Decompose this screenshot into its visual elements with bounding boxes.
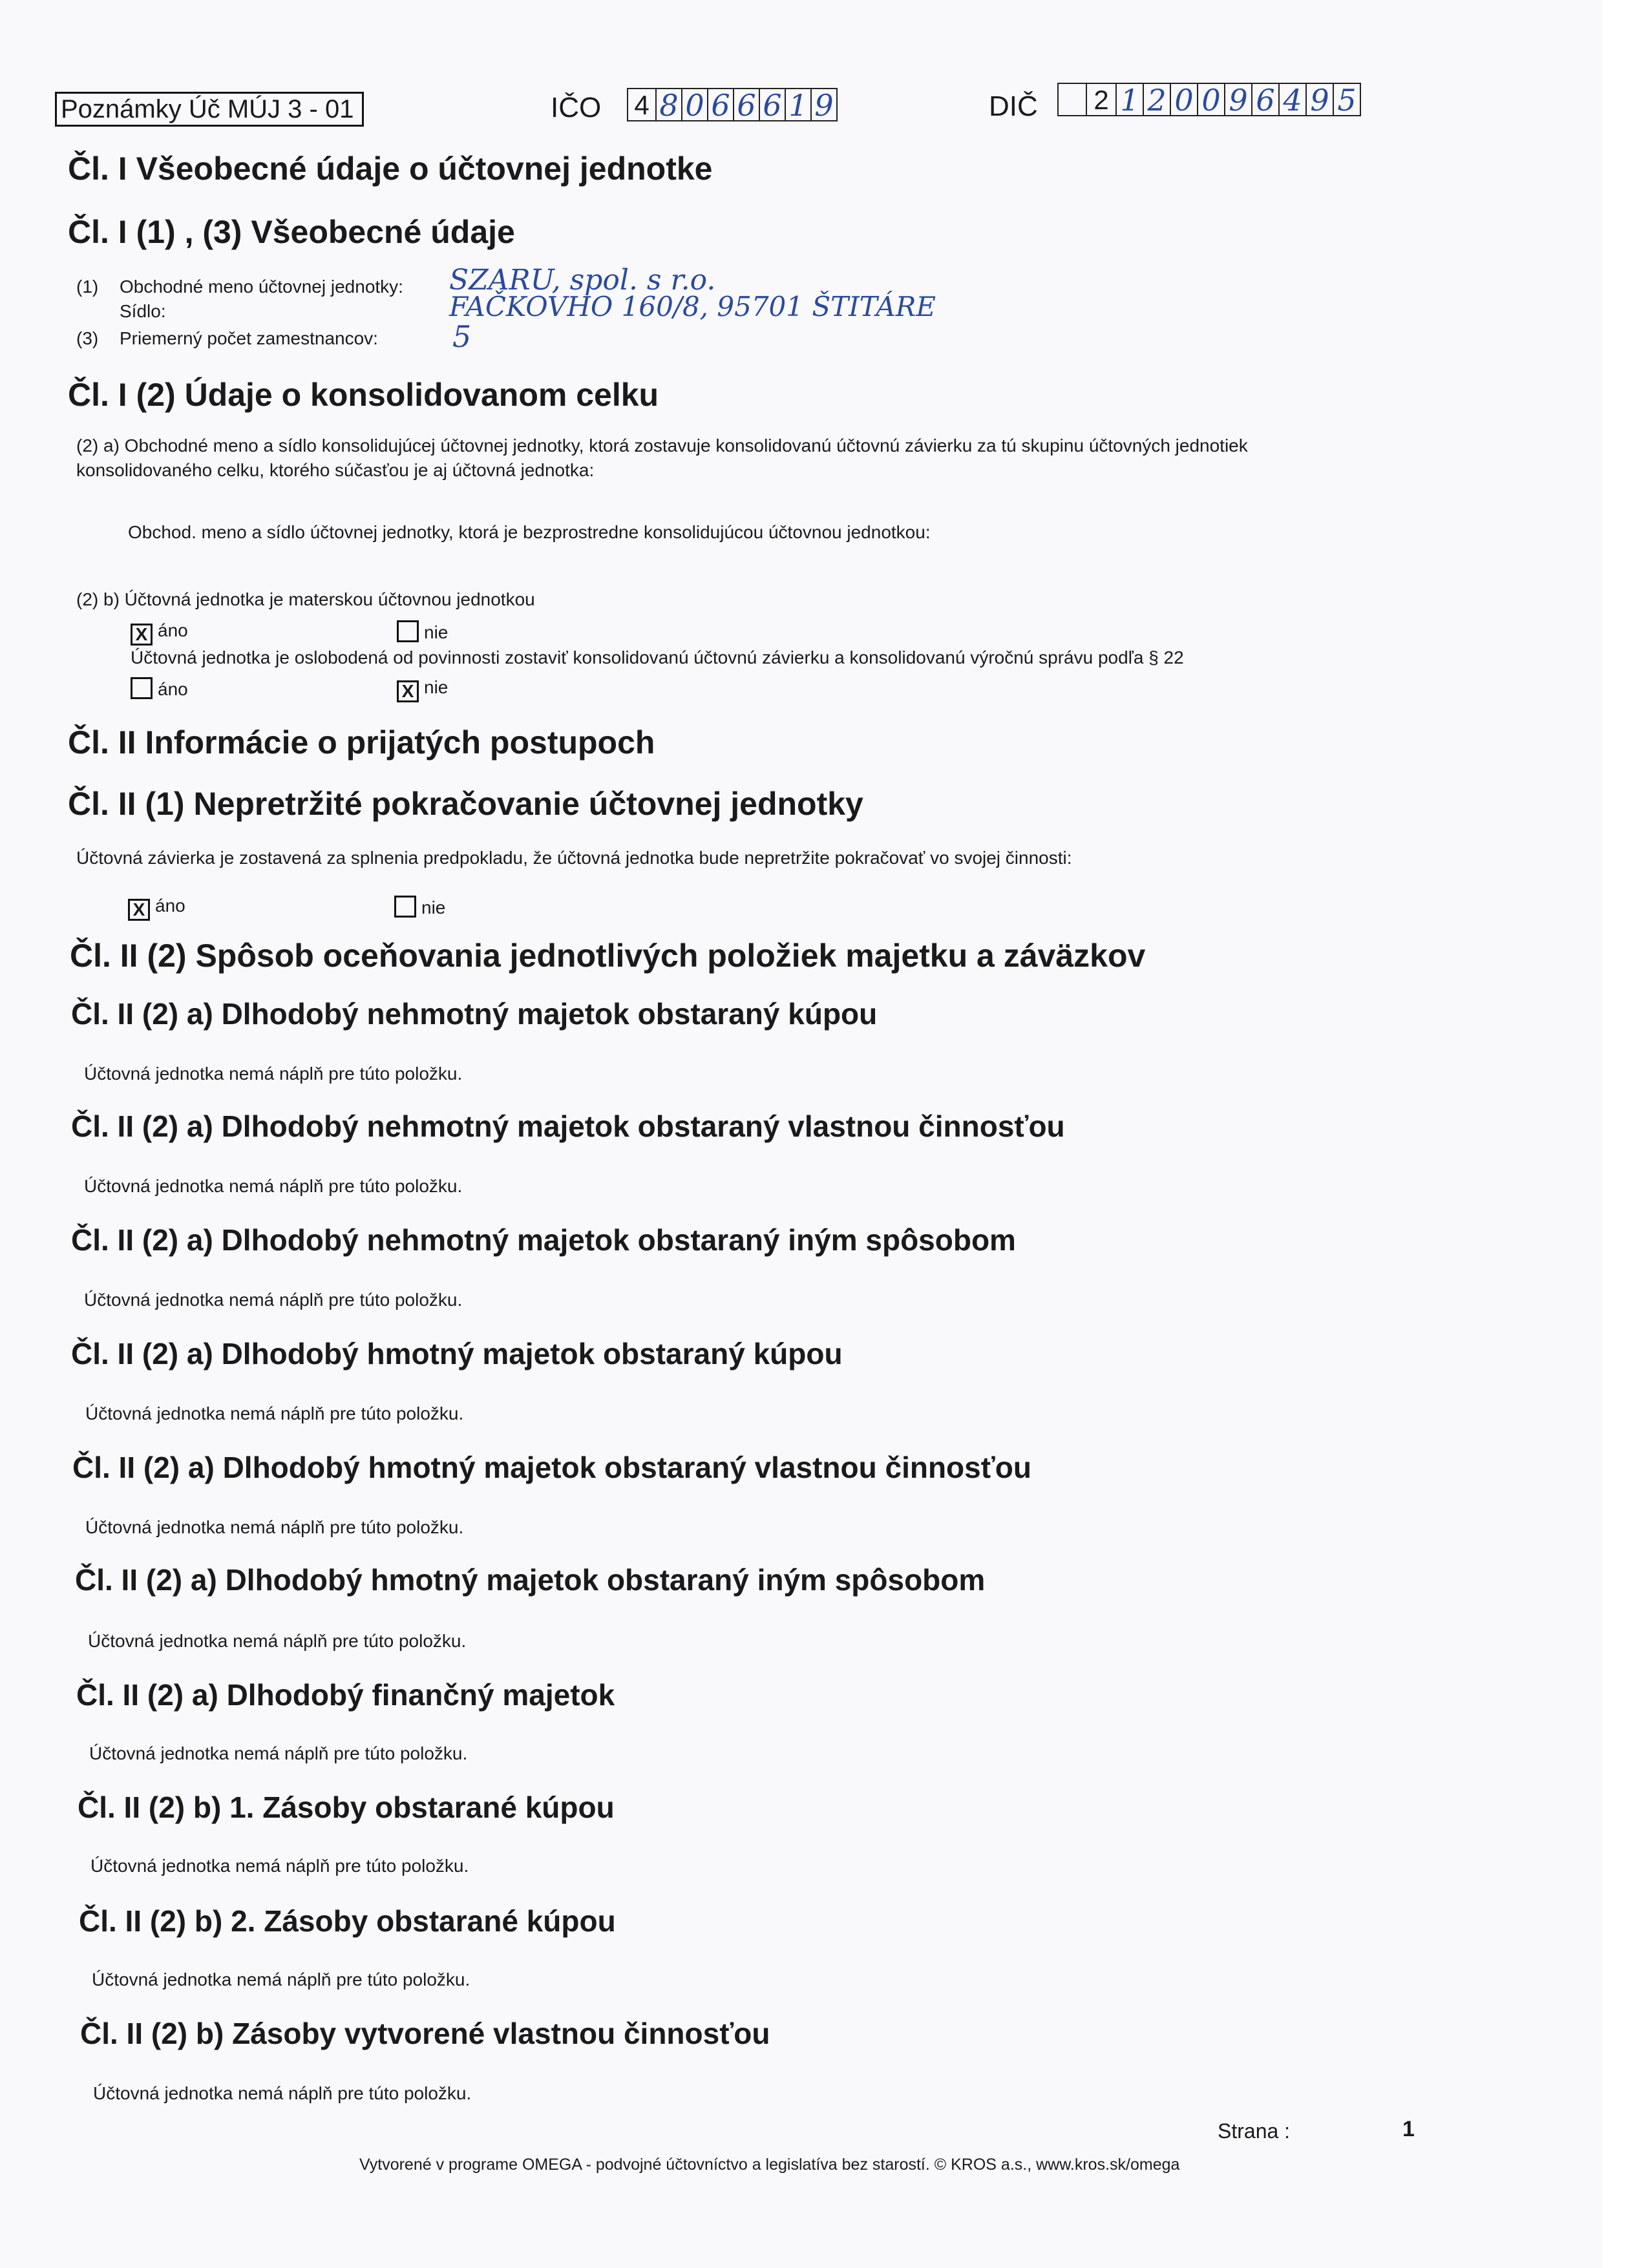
- page-number: 1: [1402, 2117, 1415, 2141]
- exemption-question: Účtovná jednotka je oslobodená od povinnosti zostaviť konsolidovanú účtovnú závierku a konsolidovanú výročnú správu podľa § 22: [131, 647, 1184, 667]
- item-note: Účtovná jednotka nemá náplň pre túto položku.: [85, 1517, 464, 1537]
- item-note: Účtovná jednotka nemá náplň pre túto položku.: [85, 1403, 464, 1423]
- checkbox-checked-icon[interactable]: X: [128, 899, 150, 921]
- ico-hand-digit: 1: [788, 88, 808, 123]
- dic-hand-digit: 0: [1174, 83, 1194, 118]
- consolidation-paragraph-line2: konsolidovaného celku, ktorého súčasťou je aj účtovná jednotka:: [76, 460, 595, 480]
- company-name-value: SZARU, spol. s r.o.: [449, 264, 716, 297]
- item-heading: Čl. II (2) b) 1. Zásoby obstarané kúpou: [78, 1790, 615, 1824]
- item-note: Účtovná jednotka nemá náplň pre túto položku.: [84, 1064, 463, 1084]
- seat-value: FAČKOVHO 160/8, 95701 ŠTITÁRE: [449, 291, 936, 322]
- checkbox-empty-icon[interactable]: [394, 896, 416, 918]
- footer-credit: Vytvorené v programe OMEGA - podvojné účtovníctvo a legislatíva bez starostí. © KROS a.s., www.kros.sk/omega: [359, 2156, 1180, 2174]
- ico-label: IČO: [551, 92, 602, 123]
- item-heading: Čl. II (2) a) Dlhodobý nehmotný majetok obstaraný vlastnou činnosťou: [71, 1109, 1065, 1143]
- item-heading: Čl. II (2) a) Dlhodobý finančný majetok: [76, 1678, 615, 1712]
- section-1-1-3-title: Čl. I (1) , (3) Všeobecné údaje: [68, 214, 515, 250]
- parent-entity-question: (2) b) Účtovná jednotka je materskou účtovnou jednotkou: [76, 589, 535, 609]
- parent-yes-option[interactable]: [131, 620, 188, 646]
- checkbox-checked-icon[interactable]: X: [397, 680, 419, 702]
- item-heading: Čl. II (2) a) Dlhodobý hmotný majetok obstaraný vlastnou činnosťou: [72, 1451, 1031, 1484]
- dic-hand-digit: 0: [1201, 83, 1221, 118]
- dic-hand-digit: 9: [1229, 83, 1248, 118]
- employees-value: 5: [452, 319, 472, 354]
- option-label: áno: [158, 620, 188, 640]
- row3-number: (3): [76, 328, 99, 348]
- item-note: Účtovná jednotka nemá náplň pre túto položku.: [84, 1176, 463, 1196]
- ico-field: [627, 88, 838, 121]
- exemption-no-option[interactable]: [397, 677, 448, 702]
- dic-field: [1057, 83, 1361, 116]
- dic-hand-digit: 9: [1310, 83, 1329, 118]
- checkbox-empty-icon[interactable]: [131, 677, 153, 699]
- ico-digit: 4: [627, 88, 657, 121]
- item-heading: Čl. II (2) a) Dlhodobý hmotný majetok obstaraný kúpou: [71, 1337, 843, 1370]
- employees-label: Priemerný počet zamestnancov:: [120, 328, 378, 348]
- option-label: áno: [158, 679, 188, 699]
- item-note: Účtovná jednotka nemá náplň pre túto položku.: [90, 1856, 469, 1876]
- company-name-label: Obchodné meno účtovnej jednotky:: [120, 277, 403, 297]
- checkbox-checked-icon[interactable]: X: [131, 624, 153, 646]
- ico-hand-digit: 9: [814, 88, 834, 123]
- dic-hand-digit: 2: [1147, 83, 1167, 118]
- exemption-yes-option[interactable]: [131, 677, 188, 700]
- ico-hand-digit: 6: [711, 88, 730, 123]
- seat-label: Sídlo:: [120, 301, 166, 321]
- option-label: nie: [424, 677, 449, 697]
- checkbox-empty-icon[interactable]: [397, 620, 419, 642]
- document-code-box: [55, 92, 364, 127]
- dic-hand-digit: 4: [1283, 83, 1302, 118]
- item-note: Účtovná jednotka nemá náplň pre túto položku.: [93, 2083, 472, 2103]
- section-1-title: Čl. I Všeobecné údaje o účtovnej jednotke: [68, 151, 713, 187]
- parent-no-option[interactable]: [397, 620, 448, 643]
- going-concern-no-option[interactable]: [394, 896, 445, 918]
- dic-hand-digit: 6: [1256, 83, 1275, 118]
- ico-hand-digit: 0: [685, 88, 704, 123]
- section-2-1-title: Čl. II (1) Nepretržité pokračovanie účtovnej jednotky: [68, 786, 863, 822]
- item-note: Účtovná jednotka nemá náplň pre túto položku.: [89, 1743, 468, 1763]
- ico-hand-digit: 8: [659, 88, 679, 123]
- dic-label: DIČ: [989, 90, 1038, 122]
- row1-number: (1): [76, 277, 99, 297]
- item-heading: Čl. II (2) a) Dlhodobý nehmotný majetok obstaraný iným spôsobom: [71, 1223, 1016, 1257]
- consolidation-paragraph-line1: (2) a) Obchodné meno a sídlo konsolidujúcej účtovnej jednotky, ktorá zostavuje konsolidovanú účtovnú závierku za tú skupinu účtovných jednotiek: [76, 436, 1248, 456]
- item-note: Účtovná jednotka nemá náplň pre túto položku.: [88, 1631, 467, 1651]
- item-heading: Čl. II (2) b) Zásoby vytvorené vlastnou činnosťou: [80, 2017, 770, 2050]
- page-label: Strana :: [1218, 2119, 1291, 2143]
- section-2-title: Čl. II Informácie o prijatých postupoch: [68, 724, 655, 761]
- item-heading: Čl. II (2) b) 2. Zásoby obstarané kúpou: [79, 1904, 616, 1938]
- going-concern-yes-option[interactable]: [128, 896, 185, 921]
- going-concern-text: Účtovná závierka je zostavená za splnenia predpokladu, že účtovná jednotka bude nepretržite pokračovať vo svojej činnosti:: [76, 848, 1072, 868]
- document-code: Poznámky Úč MÚJ 3 - 01: [61, 95, 354, 123]
- dic-hand-digit: 1: [1120, 83, 1139, 118]
- dic-digit: 2: [1087, 83, 1117, 116]
- item-note: Účtovná jednotka nemá náplň pre túto položku.: [92, 1969, 470, 1990]
- option-label: áno: [155, 896, 185, 916]
- item-heading: Čl. II (2) a) Dlhodobý hmotný majetok obstaraný iným spôsobom: [75, 1563, 986, 1597]
- dic-hand-digit: 5: [1337, 83, 1357, 118]
- immediate-consolidator-label: Obchod. meno a sídlo účtovnej jednotky, ktorá je bezprostredne konsolidujúcou účtovnou jednotkou:: [128, 522, 931, 542]
- item-note: Účtovná jednotka nemá náplň pre túto položku.: [84, 1290, 463, 1310]
- option-label: nie: [421, 898, 446, 918]
- section-1-2-title: Čl. I (2) Údaje o konsolidovanom celku: [68, 377, 659, 413]
- option-label: nie: [424, 622, 449, 642]
- section-2-2-title: Čl. II (2) Spôsob oceňovania jednotlivých položiek majetku a záväzkov: [70, 938, 1146, 974]
- item-heading: Čl. II (2) a) Dlhodobý nehmotný majetok obstaraný kúpou: [71, 997, 878, 1031]
- ico-hand-digit: 6: [763, 88, 782, 123]
- ico-hand-digit: 6: [737, 88, 756, 123]
